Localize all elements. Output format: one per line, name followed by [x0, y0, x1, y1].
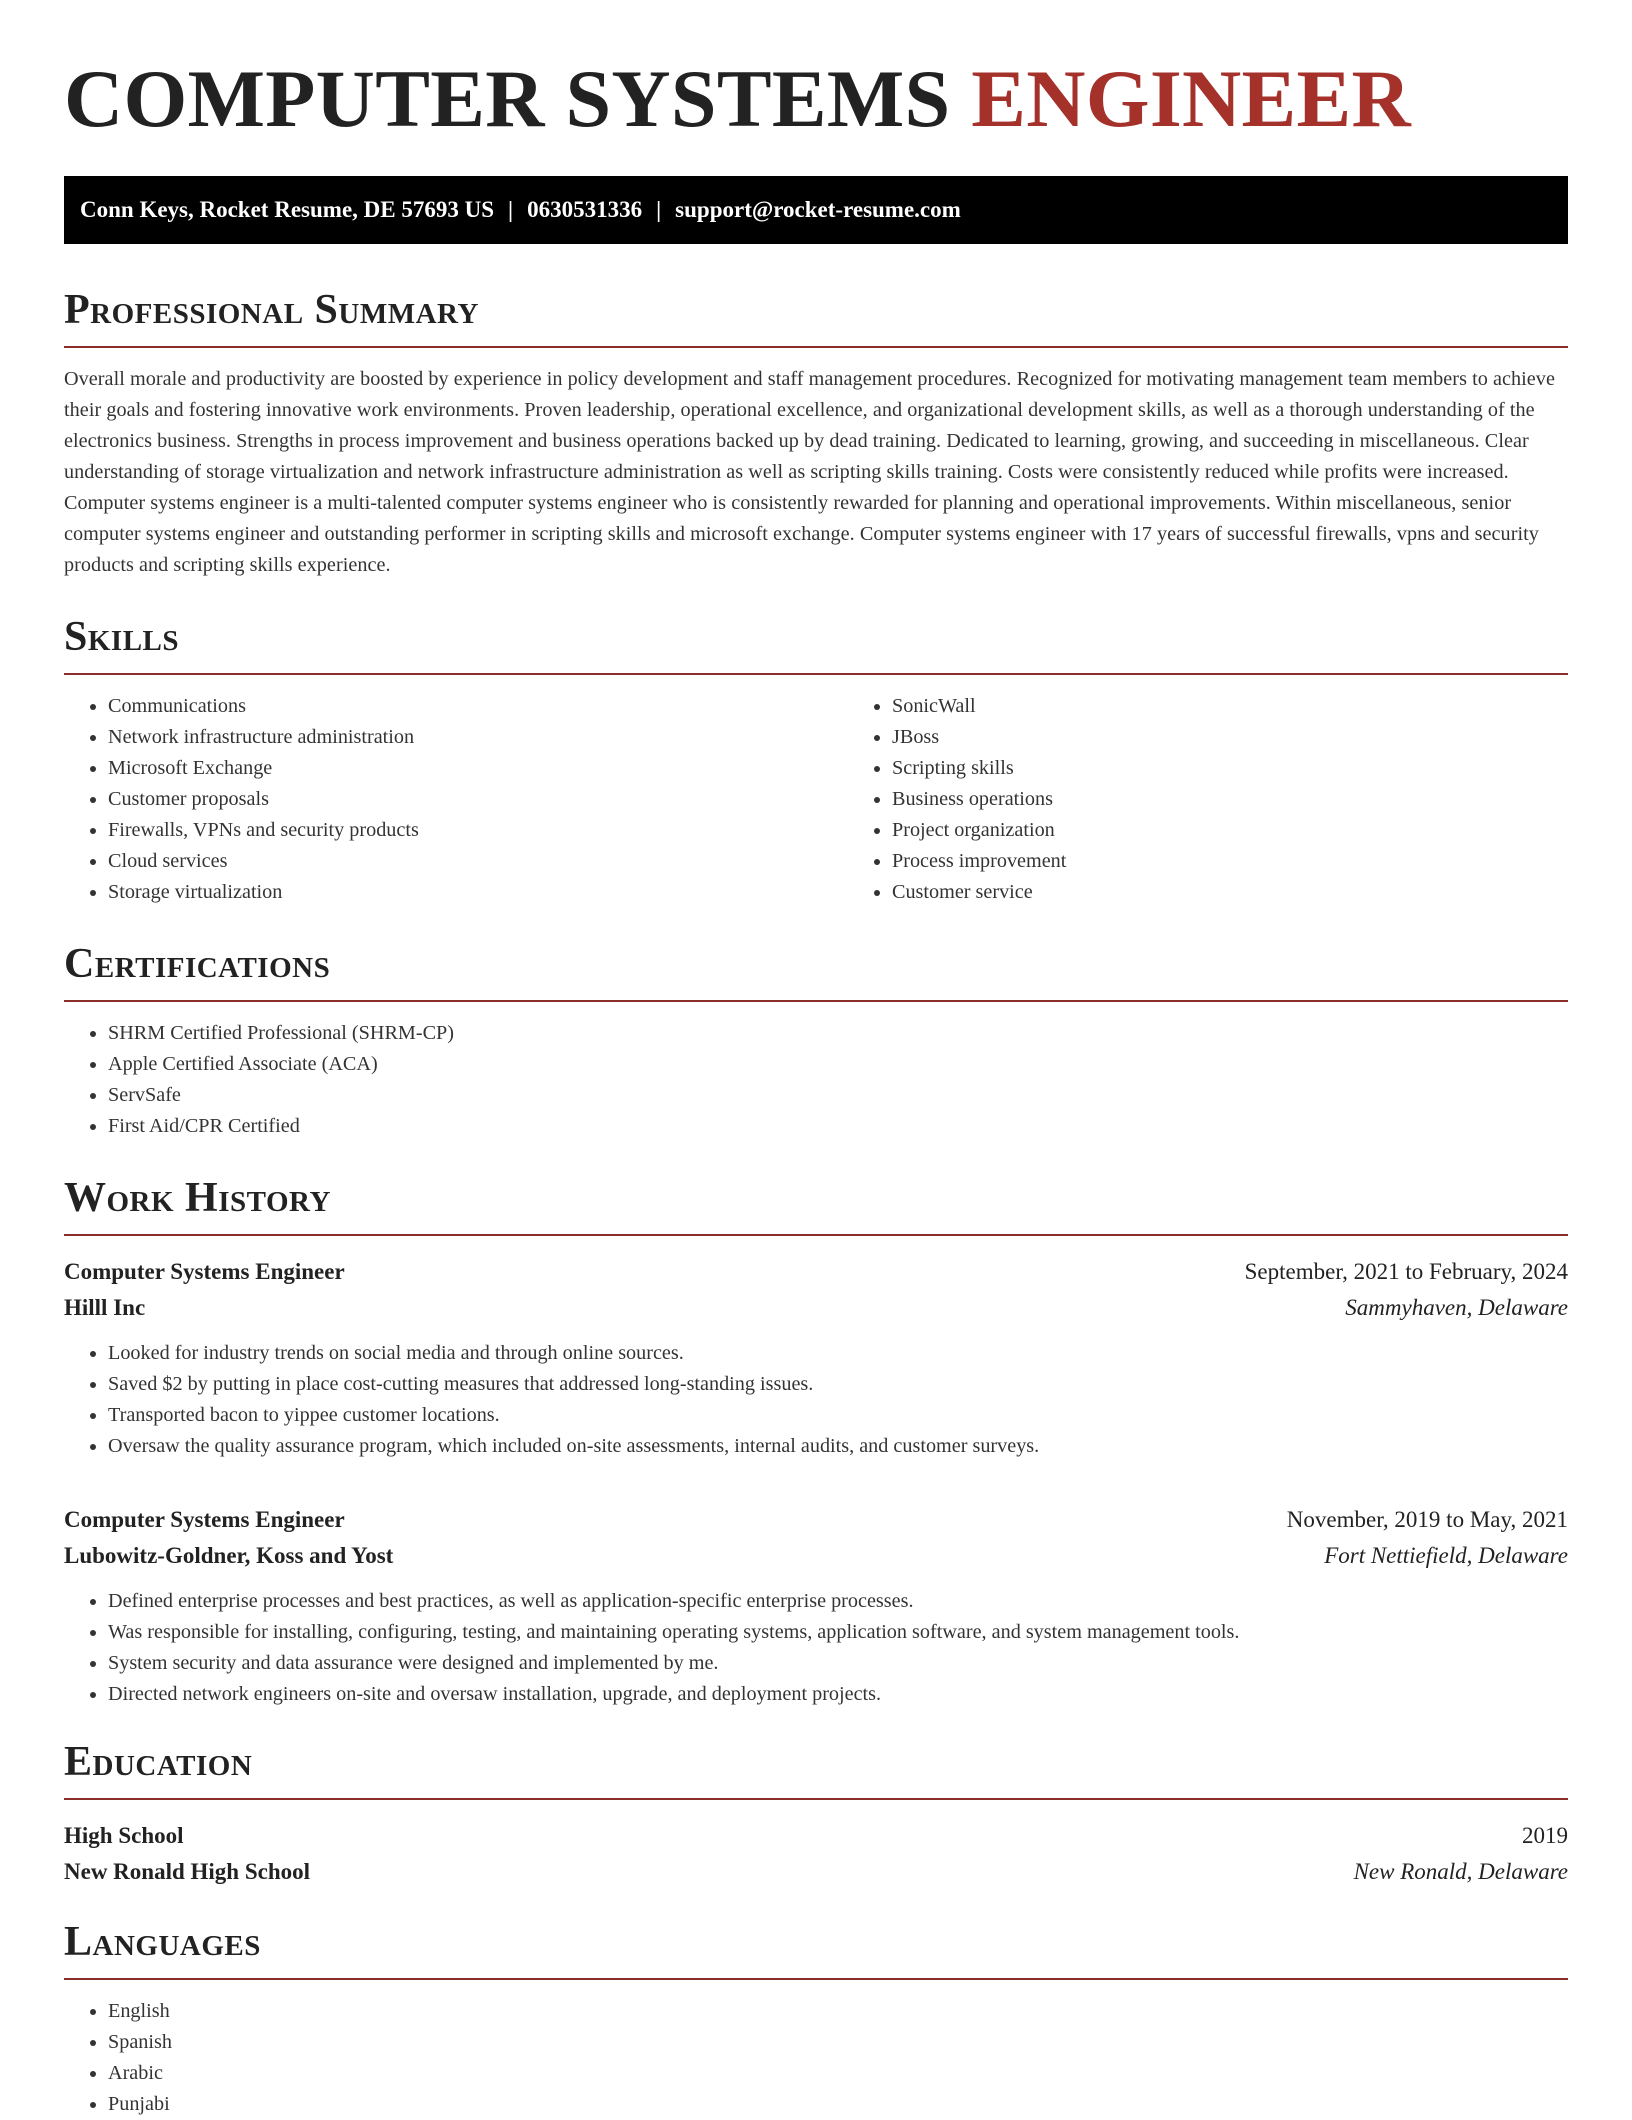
certifications-list: [64, 1018, 1568, 1142]
job-title: Computer Systems Engineer: [64, 1507, 345, 1532]
job-title: Computer Systems Engineer: [64, 1259, 345, 1284]
summary-section: [64, 288, 1568, 581]
list-item: • Looked for industry trends on social media and through online sources.: [108, 1338, 1568, 1369]
list-item: • SonicWall: [892, 691, 1632, 722]
list-item: • Business operations: [892, 784, 1632, 815]
section-heading: Languages: [64, 1920, 1568, 1980]
work-history-section: [64, 1176, 1568, 1710]
list-item: • Firewalls, VPNs and security products: [108, 815, 848, 846]
job-company-row: [64, 1290, 1568, 1326]
skills-list-left: [64, 691, 848, 908]
section-heading: Work History: [64, 1176, 1568, 1236]
list-item: • Arabic: [108, 2058, 1568, 2089]
section-heading: Skills: [64, 615, 1568, 675]
list-item: • Scripting skills: [892, 753, 1632, 784]
list-item: • Oversaw the quality assurance program, which included on-site assessments, internal audits, and customer surveys.: [108, 1431, 1568, 1462]
certifications-section: [64, 942, 1568, 1142]
list-item: • Saved $2 by putting in place cost-cutting measures that addressed long-standing issues.: [108, 1369, 1568, 1400]
education-year: 2019: [1522, 1823, 1568, 1848]
education-entry: [64, 1818, 1568, 1890]
job-bullets: [64, 1338, 1568, 1462]
section-heading: Education: [64, 1740, 1568, 1800]
list-item: • Punjabi: [108, 2089, 1568, 2120]
list-item: • System security and data assurance were designed and implemented by me.: [108, 1648, 1568, 1679]
list-item: • Cloud services: [108, 846, 848, 877]
job-company-row: [64, 1538, 1568, 1574]
contact-phone[interactable]: 0630531336: [527, 197, 643, 222]
list-item: • Was responsible for installing, configuring, testing, and maintaining operating systems, application software, and system management tools.: [108, 1617, 1568, 1648]
job-dates: November, 2019 to May, 2021: [1286, 1507, 1568, 1532]
skills-list-right: [848, 691, 1632, 908]
list-item: • JBoss: [892, 722, 1632, 753]
title-role: COMPUTER SYSTEMS: [64, 53, 951, 144]
education-header-row: [64, 1818, 1568, 1854]
job-dates: September, 2021 to February, 2024: [1244, 1259, 1568, 1284]
list-item: • Spanish: [108, 2027, 1568, 2058]
resume-title: [64, 0, 1568, 144]
skills-section: [64, 615, 1568, 908]
list-item: • English: [108, 1996, 1568, 2027]
resume-page: [64, 0, 1568, 2120]
education-school: New Ronald High School: [64, 1859, 311, 1884]
job-entry: [64, 1502, 1568, 1710]
skills-columns: [64, 675, 1568, 908]
list-item: • ServSafe: [108, 1080, 1568, 1111]
education-location: New Ronald, Delaware: [1353, 1859, 1568, 1884]
title-accent: ENGINEER: [971, 53, 1412, 144]
job-entry: [64, 1254, 1568, 1462]
list-item: • Process improvement: [892, 846, 1632, 877]
list-item: • Project organization: [892, 815, 1632, 846]
languages-list: [64, 1996, 1568, 2120]
list-item: • Network infrastructure administration: [108, 722, 848, 753]
job-header-row: [64, 1254, 1568, 1290]
list-item: • Microsoft Exchange: [108, 753, 848, 784]
summary-text: Overall morale and productivity are boosted by experience in policy development and staff management procedures. Recognized for motivating management team members to achieve their goals and fostering innovative work environments. Proven leadership, operational excellence, and organizational development skills, as well as a thorough understanding of the electronics business. Strengths in process improvement and business operations backed up by dead training. Dedicated to learning, growing, and succeeding in miscellaneous. Clear understanding of storage virtualization and network infrastructure administration as well as scripting skills training. Costs were consistently reduced while profits were increased. Computer systems engineer is a multi-talented computer systems engineer who is consistently rewarded for planning and operational improvements. Within miscellaneous, senior computer systems engineer and outstanding performer in scripting skills and microsoft exchange. Computer systems engineer with 17 years of successful firewalls, vpns and security products and scripting skills experience.: [64, 368, 1555, 576]
education-school-row: [64, 1854, 1568, 1890]
education-section: [64, 1740, 1568, 1890]
job-company: Lubowitz-Goldner, Koss and Yost: [64, 1543, 394, 1568]
job-location: Fort Nettiefield, Delaware: [1324, 1543, 1568, 1568]
list-item: • Storage virtualization: [108, 877, 848, 908]
contact-bar: [64, 176, 1568, 244]
contact-separator: |: [656, 197, 662, 222]
contact-address: Conn Keys, Rocket Resume, DE 57693 US: [80, 197, 494, 222]
education-degree: High School: [64, 1823, 184, 1848]
list-item: • Directed network engineers on-site and oversaw installation, upgrade, and deployment projects.: [108, 1679, 1568, 1710]
job-bullets: [64, 1586, 1568, 1710]
list-item: • Defined enterprise processes and best practices, as well as application-specific enterprise processes.: [108, 1586, 1568, 1617]
section-heading: Professional Summary: [64, 288, 1568, 348]
list-item: • Apple Certified Associate (ACA): [108, 1049, 1568, 1080]
list-item: • First Aid/CPR Certified: [108, 1111, 1568, 1142]
job-header-row: [64, 1502, 1568, 1538]
list-item: • Customer proposals: [108, 784, 848, 815]
list-item: • Customer service: [892, 877, 1632, 908]
list-item: • Communications: [108, 691, 848, 722]
job-company: Hilll Inc: [64, 1295, 146, 1320]
list-item: • SHRM Certified Professional (SHRM-CP): [108, 1018, 1568, 1049]
languages-section: [64, 1920, 1568, 2120]
section-heading: Certifications: [64, 942, 1568, 1002]
job-location: Sammyhaven, Delaware: [1345, 1295, 1568, 1320]
contact-separator: |: [508, 197, 514, 222]
contact-email[interactable]: support@rocket-resume.com: [675, 197, 961, 222]
list-item: • Transported bacon to yippee customer locations.: [108, 1400, 1568, 1431]
